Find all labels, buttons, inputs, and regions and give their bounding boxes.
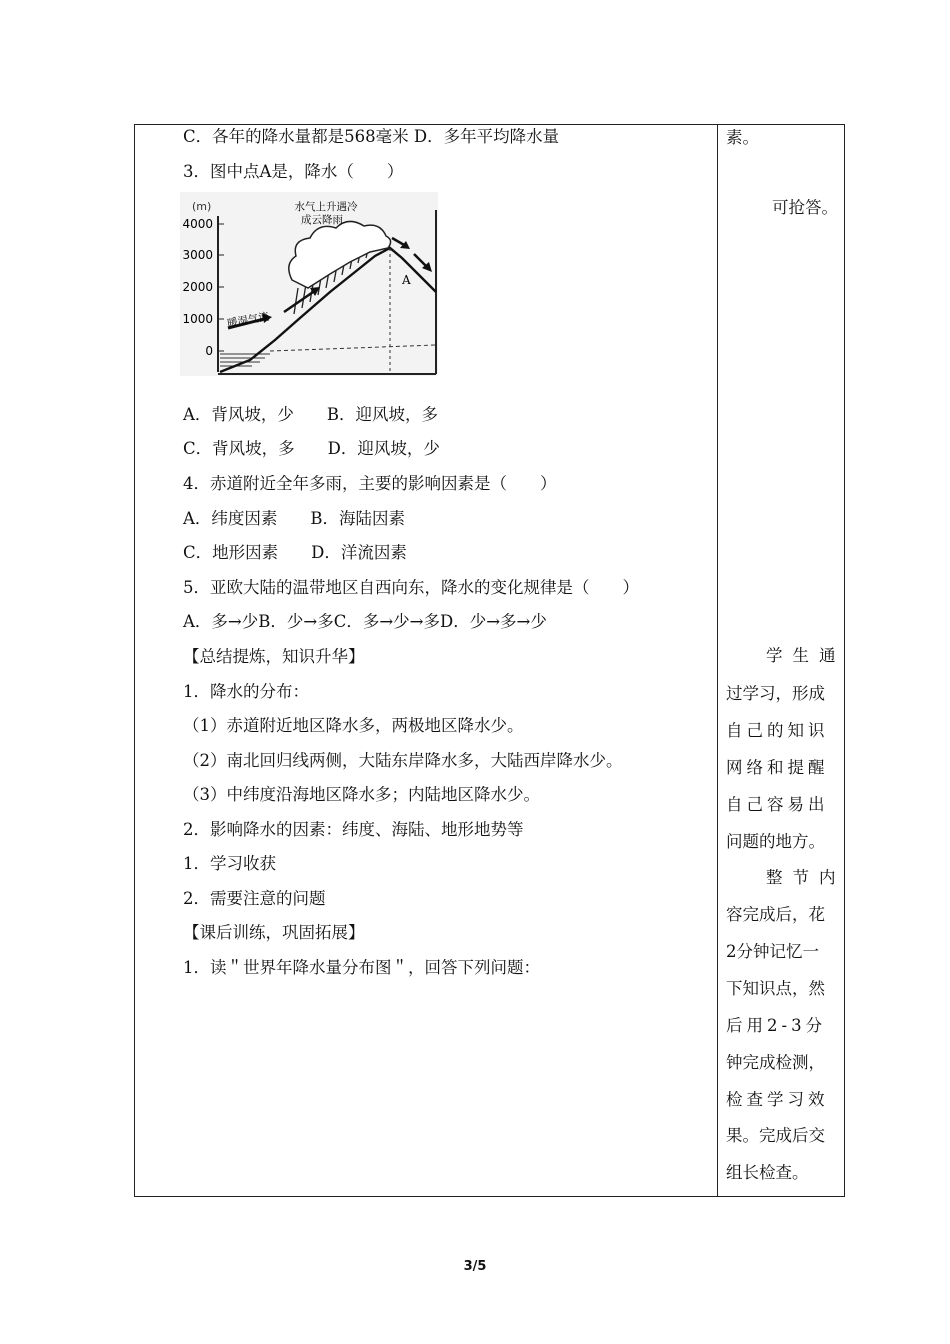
text-line: （1）赤道附近地区降水多，两极地区降水少。	[183, 716, 524, 735]
wind-label: 暖湿气流	[226, 310, 270, 330]
note-line: 自己容易出	[726, 795, 829, 814]
diagram-caption: 水气上升遇冷	[294, 201, 358, 213]
note-line: 钟完成检测，	[726, 1053, 825, 1072]
text-line: 1．读＂世界年降水量分布图＂，回答下列问题：	[183, 958, 540, 977]
orographic-rain-diagram	[180, 192, 438, 376]
note-line: 素。	[726, 128, 759, 147]
column-divider	[717, 124, 718, 1197]
note-line: 组长检查。	[726, 1163, 809, 1182]
note-line: 检查学习效	[726, 1090, 829, 1109]
page-number: 3/5	[463, 1259, 487, 1274]
option-line: C．背风坡，多 D．迎风坡，少	[183, 439, 440, 458]
question-3: 3．图中点A是，降水（ ）	[183, 162, 404, 181]
option-line: A．纬度因素 B．海陆因素	[183, 509, 406, 528]
text-line: 2．需要注意的问题	[183, 889, 326, 908]
note-line: 后用2-3分	[726, 1016, 827, 1035]
y-tick-label: 3000	[182, 248, 213, 262]
y-tick-label: 0	[205, 344, 213, 358]
text-line: （2）南北回归线两侧，大陆东岸降水多，大陆西岸降水少。	[183, 751, 623, 770]
text-line: 1．降水的分布：	[183, 682, 309, 701]
y-tick-label: 4000	[182, 217, 213, 231]
note-line: 整节内	[766, 868, 846, 887]
note-line: 问题的地方。	[726, 832, 825, 851]
note-line: 2分钟记忆一	[726, 942, 819, 961]
note-line: 果。完成后交	[726, 1126, 825, 1145]
note-line: 自己的知识	[726, 721, 829, 740]
axis-unit: (m)	[192, 200, 212, 213]
note-line: 网络和提醒	[726, 758, 829, 777]
option-line: A．背风坡，少 B．迎风坡，多	[183, 405, 439, 424]
y-tick-label: 2000	[182, 280, 213, 294]
note-line: 容完成后，花	[726, 905, 825, 924]
y-tick-label: 1000	[182, 312, 213, 326]
question-5: 5．亚欧大陆的温带地区自西向东，降水的变化规律是（ ）	[183, 578, 639, 597]
note-line: 可抢答。	[772, 198, 838, 217]
point-a-label: A	[402, 273, 411, 287]
question-4: 4．赤道附近全年多雨，主要的影响因素是（ ）	[183, 474, 557, 493]
text-line: C．各年的降水量都是568毫米 D．多年平均降水量	[183, 127, 560, 146]
option-line: A．多→少B．少→多C．多→少→多D．少→多→少	[183, 612, 547, 631]
diagram-caption: 成云降雨	[301, 214, 343, 226]
option-line: C．地形因素 D．洋流因素	[183, 543, 407, 562]
note-line: 过学习，形成	[726, 684, 825, 703]
note-line: 学生通	[766, 646, 846, 665]
section-heading: 【总结提炼，知识升华】	[183, 647, 365, 666]
text-line: 2．影响降水的因素：纬度、海陆、地形地势等	[183, 820, 524, 839]
text-line: （3）中纬度沿海地区降水多；内陆地区降水少。	[183, 785, 540, 804]
section-heading: 【课后训练，巩固拓展】	[183, 923, 365, 942]
text-line: 1．学习收获	[183, 854, 276, 873]
note-line: 下知识点，然	[726, 979, 825, 998]
